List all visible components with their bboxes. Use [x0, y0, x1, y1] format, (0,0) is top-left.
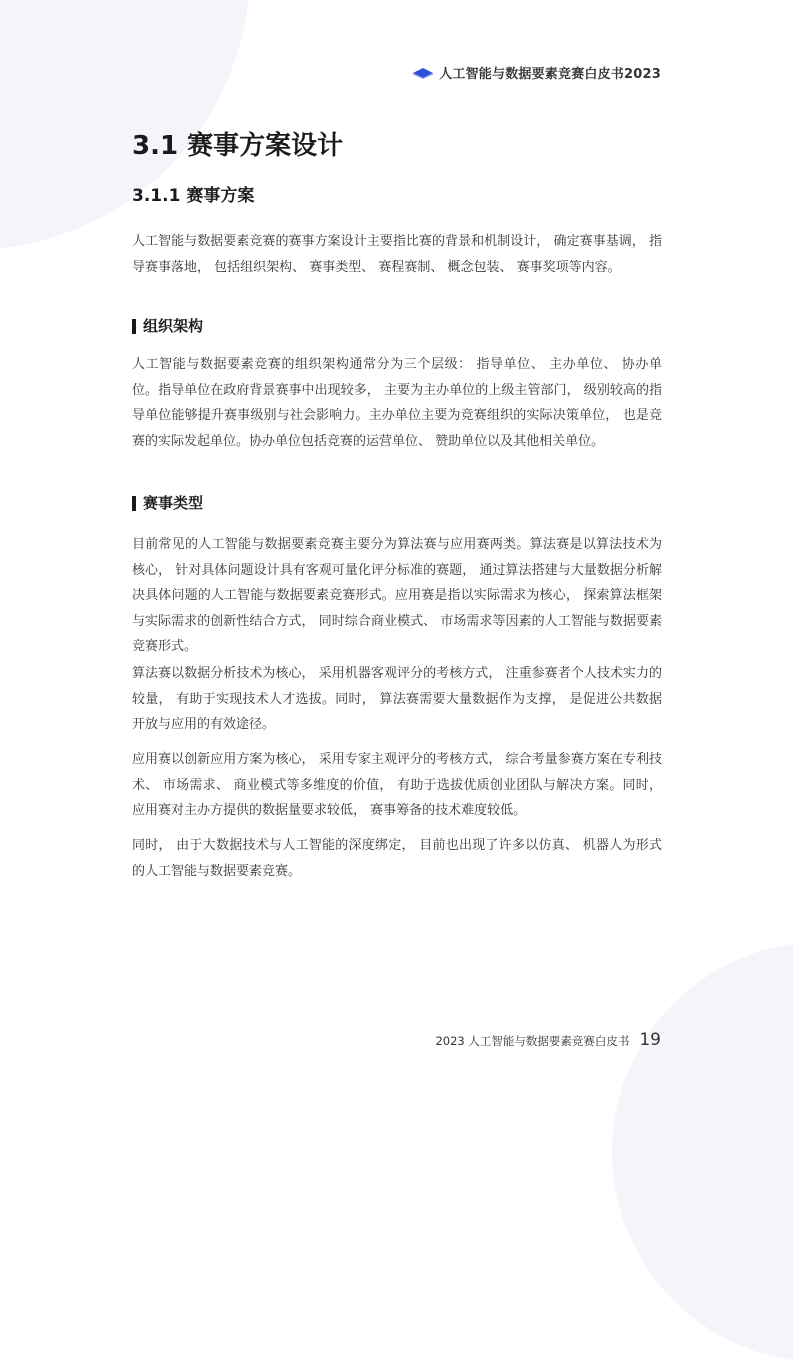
heading-organization-label: 组织架构 [143, 317, 204, 335]
header-title: 人工智能与数据要素竞赛白皮书2023 [439, 67, 661, 82]
subsection-title: 3.1.1 赛事方案 [132, 186, 255, 206]
types-paragraph-4: 同时， 由于大数据技术与人工智能的深度绑定， 目前也出现了许多以仿真、 机器人为形式的人工智能与数据要素竞赛。 [132, 838, 662, 879]
heading-event-types-label: 赛事类型 [143, 494, 204, 512]
heading-bar [132, 496, 136, 511]
types-paragraph-2: 算法赛以数据分析技术为核心， 采用机器客观评分的考核方式， 注重参赛者个人技术实力的较量， 有助于实现技术人才选拔。同时， 算法赛需要大量数据作为支撑， 是促进公共数据开放与应用的有效途径。 [132, 666, 662, 732]
intro-paragraph: 人工智能与数据要素竞赛的赛事方案设计主要指比赛的背景和机制设计， 确定赛事基调， 指导赛事落地， 包括组织架构、 赛事类型、 赛程赛制、 概念包装、 赛事奖项等内容。 [132, 234, 662, 275]
footer-title: 2023 人工智能与数据要素竞赛白皮书 [435, 1034, 630, 1048]
decorative-circle-bottom-right [612, 942, 793, 1362]
organization-paragraph: 人工智能与数据要素竞赛的组织架构通常分为三个层级： 指导单位、 主办单位、 协办单位。指导单位在政府背景赛事中出现较多， 主要为主办单位的上级主管部门， 级别较高的指导单位能够提升赛事级别与社会影响力。主办单位主要为竞赛组织的实际决策单位， 也是竞赛的实际发起单位。协办单位包括竞赛的运营单位、 赞助单位以及其他相关单位。 [132, 357, 662, 449]
page-footer [435, 1030, 661, 1050]
running-header [412, 63, 661, 82]
heading-event-types [132, 492, 203, 514]
heading-organization [132, 315, 203, 337]
page-number: 19 [639, 1030, 661, 1050]
types-paragraph-1: 目前常见的人工智能与数据要素竞赛主要分为算法赛与应用赛两类。算法赛是以算法技术为核心， 针对具体问题设计具有客观可量化评分标准的赛题， 通过算法搭建与大量数据分析解决具体问题的人工智能与数据要素竞赛形式。应用赛是指以实际需求为核心， 探索算法框架与实际需求的创新性结合方式， 同时综合商业模式、 市场需求等因素的人工智能与数据要素竞赛形式。 [132, 537, 662, 654]
book-logo-icon [412, 67, 434, 79]
section-title: 3.1 赛事方案设计 [132, 131, 344, 161]
decorative-circle-top-left [0, 0, 250, 250]
types-paragraph-3: 应用赛以创新应用方案为核心， 采用专家主观评分的考核方式， 综合考量参赛方案在专利技术、 市场需求、 商业模式等多维度的价值， 有助于选拔优质创业团队与解决方案。同时， 应用赛对主办方提供的数据量要求较低， 赛事筹备的技术难度较低。 [132, 752, 662, 818]
heading-bar [132, 319, 136, 334]
